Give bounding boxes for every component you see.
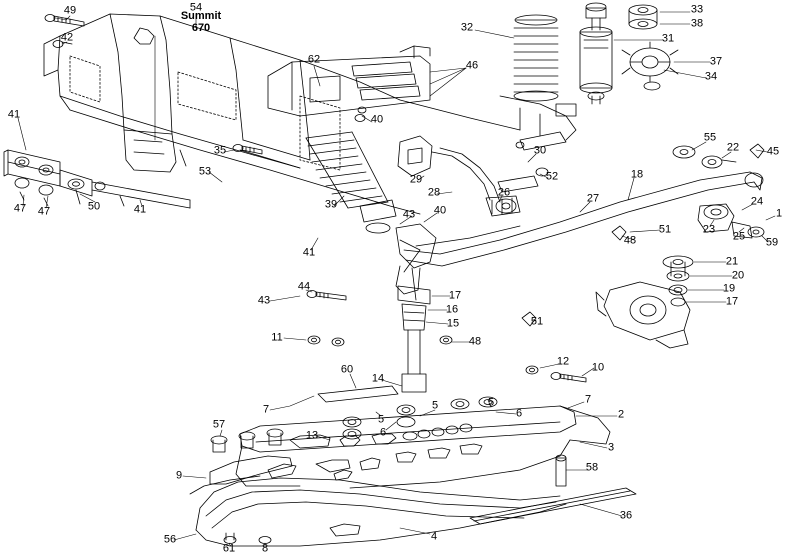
- callout-number: 41: [7, 108, 21, 121]
- shock-absorber: [580, 3, 612, 104]
- callout-number: 35: [213, 144, 227, 157]
- callout-number: 55: [703, 131, 717, 144]
- callout-number: 7: [262, 403, 270, 416]
- callout-number: 40: [433, 204, 447, 217]
- callout-number: 13: [305, 429, 319, 442]
- callout-number: 3: [607, 441, 615, 454]
- callout-number: 58: [585, 461, 599, 474]
- callout-number: 50: [87, 200, 101, 213]
- callout-number: 4: [430, 530, 438, 543]
- callout-number: 15: [446, 317, 460, 330]
- callout-number: 38: [690, 17, 704, 30]
- callout-number: 9: [175, 469, 183, 482]
- callout-number: 29: [409, 173, 423, 186]
- callout-number: 57: [212, 418, 226, 431]
- callout-number: 25: [732, 230, 746, 243]
- callout-number: 6: [515, 407, 523, 420]
- callout-number: 17: [725, 295, 739, 308]
- callout-number: 14: [371, 372, 385, 385]
- callout-number: 51: [658, 223, 672, 236]
- callout-number: 47: [13, 202, 27, 215]
- callout-number: 44: [297, 280, 311, 293]
- callout-number: 34: [704, 70, 718, 83]
- callout-number: 33: [690, 3, 704, 16]
- callout-number: 11: [271, 331, 283, 344]
- callout-number: 1: [775, 207, 783, 220]
- callout-number: 21: [725, 255, 739, 268]
- callout-number: 16: [445, 303, 459, 316]
- callout-number: 53: [198, 165, 212, 178]
- callout-number: 37: [709, 55, 723, 68]
- spring-retainer: [622, 42, 678, 90]
- diagram-title-line2: 670: [191, 22, 211, 34]
- callout-number: 22: [726, 141, 740, 154]
- callout-number: 43: [402, 208, 416, 221]
- callout-number: 8: [261, 542, 269, 555]
- callout-number: 54: [189, 1, 203, 14]
- callout-number: 26: [497, 186, 511, 199]
- front-spring: [514, 15, 558, 101]
- callout-number: 43: [257, 294, 271, 307]
- callout-number: 49: [63, 4, 77, 17]
- right-hub-assembly: [596, 256, 693, 348]
- callout-number: 61: [222, 542, 236, 555]
- callout-number: 27: [586, 192, 600, 205]
- callout-number: 60: [340, 363, 354, 376]
- callout-number: 17: [448, 289, 462, 302]
- brake-assembly: [398, 96, 576, 216]
- callout-number: 39: [324, 198, 338, 211]
- callout-number: 24: [750, 195, 764, 208]
- left-rail-assembly: [4, 150, 190, 208]
- callout-number: 36: [619, 509, 633, 522]
- rear-coil-spring: [306, 132, 396, 233]
- callout-number: 46: [465, 59, 479, 72]
- callout-number: 48: [623, 234, 637, 247]
- callout-number: 20: [731, 269, 745, 282]
- callout-number: 10: [591, 361, 605, 374]
- callout-number: 41: [302, 246, 316, 259]
- callout-number: 28: [427, 186, 441, 199]
- chassis-frame: [44, 14, 520, 214]
- washers-top-right: [629, 5, 657, 29]
- right-spindle: [673, 146, 764, 238]
- callout-number: 52: [545, 170, 559, 183]
- callout-number: 56: [163, 533, 177, 546]
- callout-number: 6: [379, 426, 387, 439]
- callout-number: 5: [431, 399, 439, 412]
- callout-number: 31: [661, 32, 675, 45]
- callout-number: 59: [765, 236, 779, 249]
- callout-number: 42: [60, 31, 74, 44]
- callout-number: 12: [556, 355, 570, 368]
- callout-number: 40: [370, 113, 384, 126]
- callout-number: 7: [584, 393, 592, 406]
- ski-assembly: [190, 403, 610, 546]
- callout-number: 2: [617, 408, 625, 421]
- diagram-subtitle: [192, 22, 210, 34]
- callout-number: 5: [377, 413, 385, 426]
- callout-number: 5: [487, 396, 495, 409]
- callout-number: 47: [37, 205, 51, 218]
- callout-number: 41: [133, 203, 147, 216]
- callout-number: 30: [533, 144, 547, 157]
- callout-number: 45: [766, 145, 780, 158]
- callout-number: 48: [468, 335, 482, 348]
- callout-number: 23: [702, 223, 716, 236]
- callout-number: 51: [530, 315, 544, 328]
- diagram-title-line1: Summit: [180, 10, 222, 22]
- callout-number: 19: [722, 282, 736, 295]
- callout-number: 18: [630, 168, 644, 181]
- callout-number: 32: [460, 21, 474, 34]
- callout-number: 62: [307, 53, 321, 66]
